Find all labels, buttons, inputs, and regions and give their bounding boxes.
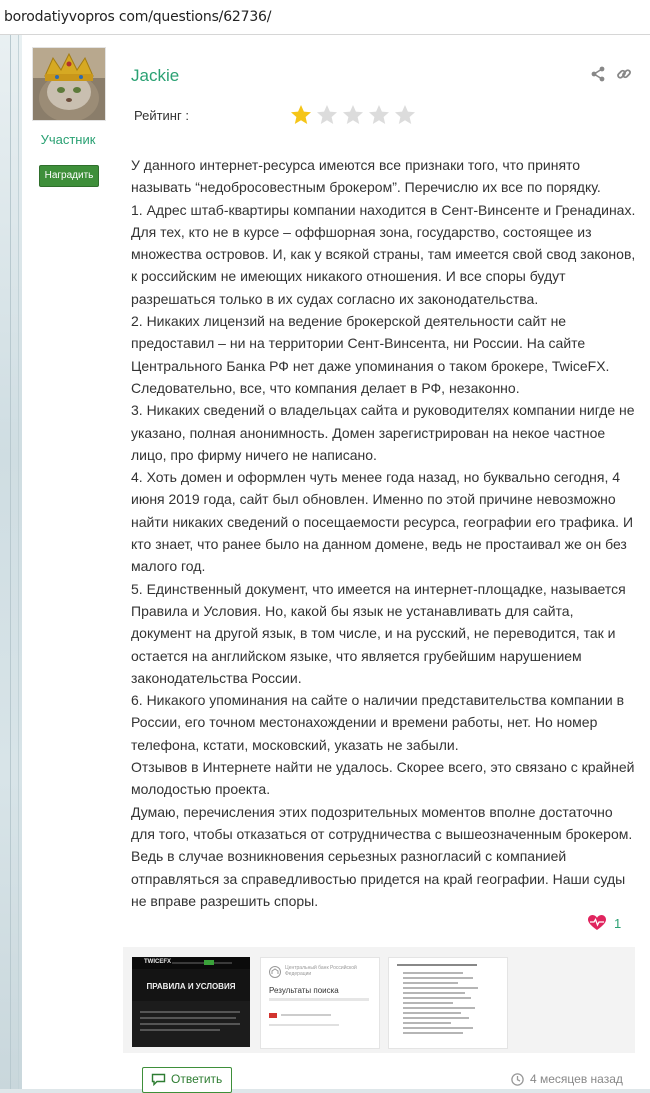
answer-paragraph: 1. Адрес штаб-квартиры компании находится в Сент-Винсенте и Гренадинах. Для тех, кто не в курсе – оффшорная зона, государство, состоящее из множества островов. И, как у всякой страны, там имеется свой свод законов, к российским не имеющих никакого отношения. И все споры будут разрешаться только в их судах согласно их законодательства. — [131, 201, 636, 307]
star-icon[interactable] — [340, 103, 366, 127]
bank-emblem-icon — [269, 966, 281, 978]
star-icon[interactable] — [366, 103, 392, 127]
answer-paragraph: 4. Хоть домен и оформлен чуть менее года назад, но буквально сегодня, 4 июня 2019 года, сайт был обновлен. Именно по этой причине невозможно найти никаких сведений о посещаемости ресурса, географии его трафика. И кто знает, что ранее было на данном домене, ведь не простаивал же он без малого год. — [131, 469, 634, 575]
author-name[interactable]: Jackie — [131, 66, 180, 85]
rating-label: Рейтинг : — [134, 108, 189, 123]
attachment-thumbnail[interactable] — [388, 957, 508, 1049]
heart-icon[interactable] — [588, 915, 606, 931]
attachment-heading: ПРАВИЛА И УСЛОВИЯ — [146, 982, 236, 991]
link-icon[interactable] — [616, 66, 632, 82]
comment-icon — [151, 1073, 166, 1086]
answer-card — [22, 35, 650, 1089]
attachment-thumbnail[interactable] — [132, 957, 250, 1047]
address-bar[interactable] — [0, 0, 650, 35]
attachment-thumbnail[interactable] — [260, 957, 380, 1049]
star-icon[interactable] — [288, 103, 314, 127]
answer-paragraph: Отзывов в Интернете найти не удалось. Скорее всего, это связано с крайней молодостью проекта. — [131, 759, 635, 798]
answer-paragraph: 2. Никаких лицензий на ведение брокерской деятельности сайт не предоставил – ни на территории Сент-Винсента, ни России. На сайте Центрального Банка РФ нет даже упоминания о таком брокере, TwiceFX. Следовательно, все, что компания делает в РФ, незаконно. — [131, 313, 610, 396]
avatar[interactable] — [32, 47, 106, 121]
answer-paragraph: 3. Никаких сведений о владельцах сайта и руководителях компании нигде не указано, полная анонимность. Домен зарегистрирован на некое частное лицо, про фирму ничего не написано. — [131, 402, 635, 463]
avatar-cat-image — [33, 48, 105, 120]
attachment-bank-name: Центральный банк Российской Федерации — [285, 965, 357, 977]
attachment-heading: Результаты поиска — [269, 986, 339, 995]
time-label: 4 месяцев назад — [530, 1072, 623, 1086]
url-text: borodatiyvopros com/questions/62736/ — [4, 9, 272, 25]
reply-label: Ответить — [171, 1072, 223, 1086]
reward-button[interactable]: Наградить — [39, 165, 99, 187]
like-counter[interactable] — [588, 914, 621, 932]
star-icon[interactable] — [392, 103, 418, 127]
post-time — [511, 1071, 623, 1087]
share-icon[interactable] — [590, 66, 606, 82]
answer-paragraph: Думаю, перечисления этих подозрительных моментов вполне достаточно для того, чтобы отказаться от сотрудничества с вышеозначенным брокером. Ведь в случае возникновения серьезных разногласий с компанией отправляться за справедливостью придется на край географии. Наши суды не вправе разрешить споры. — [131, 803, 633, 909]
answer-paragraph: У данного интернет-ресурса имеются все признаки того, что принято называть “недобросовестным брокером”. Перечислю их все по порядку. — [131, 157, 601, 196]
page-background-strip — [0, 35, 22, 1089]
attachment-logo-text: TWICEFX — [144, 959, 171, 965]
reply-button[interactable] — [142, 1067, 232, 1093]
answer-paragraph: 6. Никакого упоминания на сайте о наличии представительства компании в России, его точном местонахождении и времени работы, нет. Но номер телефона, кстати, московский, указать не забыли. — [131, 692, 625, 753]
rating-stars[interactable] — [288, 103, 418, 127]
attachments-strip — [123, 947, 635, 1053]
answer-text — [131, 154, 636, 912]
star-icon[interactable] — [314, 103, 340, 127]
user-role: Участник — [40, 132, 96, 147]
answer-paragraph: 5. Единственный документ, что имеется на интернет-площадке, называется Правила и Условия. Но, какой бы язык не устанавливать для сайта, документ на другой язык, в том числе, и на русский, не переводится, так и остается на английском языке, что является грубейшим нарушением законодательства России. — [131, 580, 626, 686]
clock-icon — [511, 1073, 524, 1086]
like-count: 1 — [614, 915, 622, 931]
